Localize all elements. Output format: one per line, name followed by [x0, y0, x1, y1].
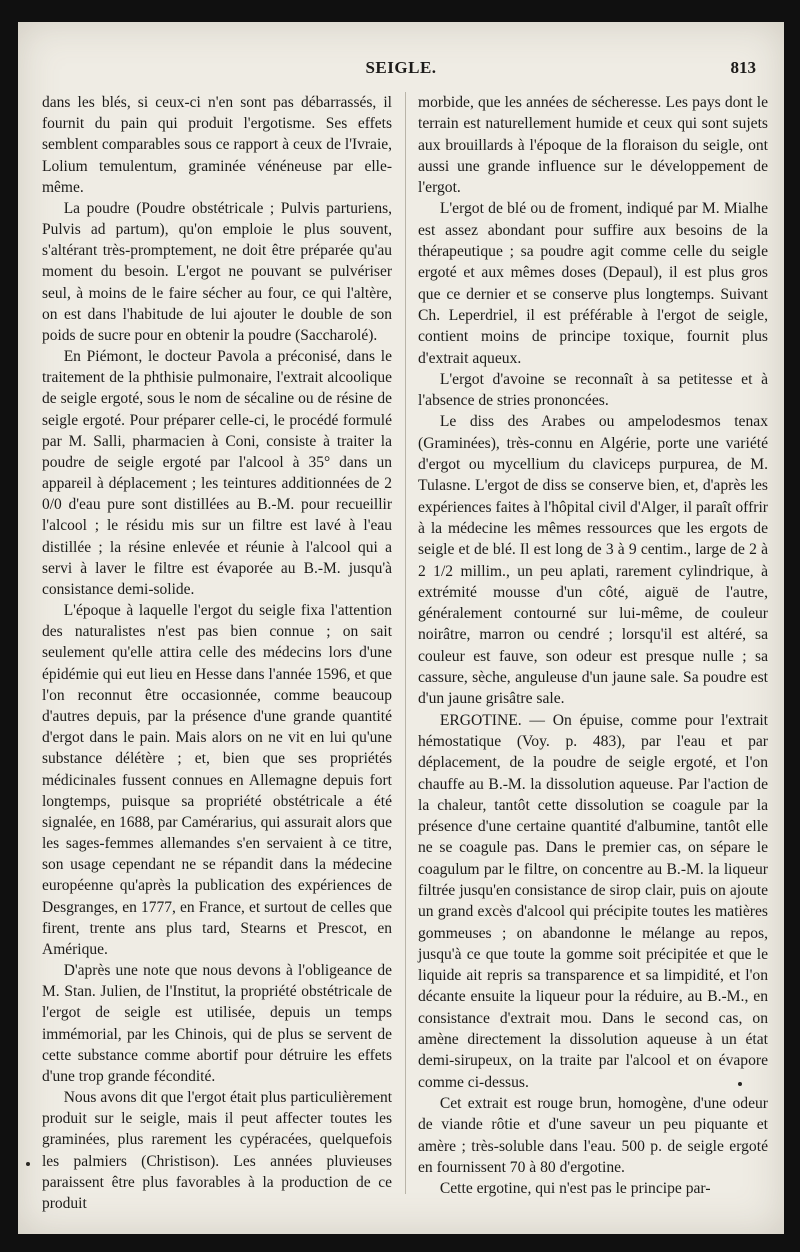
paragraph: La poudre (Poudre obstétricale ; Pulvis parturiens, Pulvis ad partum), qu'on emploie le plus souvent, s'altérant très-promptement, ne doit être préparée qu'au moment du besoin. L'ergot ne pouvant se pulvériser seul, à moins de le faire sécher au four, ce qui l'altère, on est dans l'habitude de lui ajouter le double de son poids de sucre pour en obtenir la poudre (Saccharolé).	[42, 199, 392, 344]
right-column	[418, 92, 768, 1214]
paragraph: Cette ergotine, qui n'est pas le principe par-	[439, 1180, 711, 1198]
paragraph: D'après une note que nous devons à l'obligeance de M. Stan. Julien, de l'Institut, la propriété obstétricale de l'ergot de seigle est utilisée, depuis un temps immémorial, par les Chinois, qui de plus se servent de cette substance comme abortif pour détruire les effets d'une trop grande fécondité.	[42, 962, 392, 1085]
page-number: 813	[730, 58, 756, 77]
running-title: SEIGLE.	[365, 58, 437, 77]
text-columns	[42, 92, 768, 1214]
paragraph: Nous avons dit que l'ergot était plus particulièrement produit sur le seigle, mais il peut affecter toutes les graminées, plus rarement les cypéracées, quelquefois les palmiers (Christison). Les années pluvieuses paraissent être plus favorables à la production de ce produit	[42, 1089, 392, 1212]
print-speck	[26, 1162, 30, 1166]
paragraph: L'ergot d'avoine se reconnaît à sa petitesse et à l'absence de stries prononcées.	[418, 370, 768, 410]
running-header	[40, 58, 762, 82]
left-column	[42, 92, 392, 1214]
paragraph: dans les blés, si ceux-ci n'en sont pas débarrassés, il fournit du pain qui produit l'ergotisme. Ses effets semblent comparables sous ce rapport à ceux de l'Ivraie, Lolium temulentum, graminée vénéneuse par elle-même.	[42, 94, 392, 196]
print-speck	[738, 1082, 742, 1086]
paragraph: L'époque à laquelle l'ergot du seigle fixa l'attention des naturalistes n'est pas bien connue ; on sait seulement qu'elle attira celle des médecins lors d'une épidémie qui eut lieu en Hesse dans l'année 1596, et que l'on reconnut être occasionnée, comme beaucoup d'autres depuis, par la présence d'une grande quantité d'ergot dans le pain. Mais alors on ne vit en lui qu'une substance délétère ; et, bien que ses propriétés médicinales fussent connues en Allemagne depuis fort longtemps, puisque sa propriété obstétricale a été signalée, en 1688, par Camérarius, qui assurait alors que les sages-femmes allemandes s'en servaient à ce titre, son usage cependant ne se répandit dans la médecine européenne qu'après la publication des expériences de Desgranges, en 1777, en France, et surtout de celles que firent, trente ans plus tard, Stearns et Prescot, en Amérique.	[42, 602, 392, 958]
paragraph: morbide, que les années de sécheresse. Les pays dont le terrain est naturellement humide et ceux qui sont sujets aux brouillards à l'époque de la floraison du seigle, ont aussi une grande influence sur le développement de l'ergot.	[418, 94, 768, 197]
paragraph: Cet extrait est rouge brun, homogène, d'une odeur de viande rôtie et d'une saveur un peu piquante et amère ; très-soluble dans l'eau. 500 p. de seigle ergoté en fournissent 70 à 80 d'ergotine.	[418, 1094, 768, 1176]
paragraph: Le diss des Arabes ou ampelodesmos tenax (Graminées), très-connu en Algérie, porte une variété d'ergot ou mycellium du claviceps purpurea, de M. Tulasne. L'ergot de diss se conserve bien, et, d'après les expériences faites à l'hôpital civil d'Alger, il paraît offrir à la médecine les mêmes ressources que les ergots de seigle et de blé. Il est long de 3 à 9 centim., large de 2 à 2 1/2 millim., un peu aplati, rarement cylindrique, à extrémité mousse d'un côté, aiguë de l'autre, généralement contourné sur lui-même, de couleur noirâtre, marron ou cendré ; lorsqu'il est altéré, sa couleur est fauve, son odeur est presque nulle ; sa cassure, sèche, anguleuse d'un jaune sale. Sa poudre est d'un jaune grisâtre sale.	[418, 413, 768, 708]
paragraph: En Piémont, le docteur Pavola a préconisé, dans le traitement de la phthisie pulmonaire, l'extrait alcoolique de seigle ergoté, sous le nom de sécaline ou de résine de seigle ergoté. Pour préparer celle-ci, le procédé formulé par M. Salli, pharmacien à Coni, consiste à traiter la poudre de seigle ergoté par l'alcool à 35° dans un appareil à déplacement ; les teintures additionnées de 2 0/0 d'eau pure sont distillées au B.-M. pour recueillir l'alcool ; le résidu mis sur un filtre est lavé à l'eau distillée ; la résine enlevée et réunie à l'alcool qui a servi à laver le filtre est évaporée au B.-M. jusqu'à consistance demi-solide.	[42, 348, 392, 598]
paragraph: L'ergot de blé ou de froment, indiqué par M. Mialhe est assez abondant pour suffire aux besoins de la thérapeutique ; sa poudre agit comme celle du seigle ergoté et aux mêmes doses (Depaul), il est plus gros que ce dernier et se conserve plus longtemps. Suivant Ch. Leperdriel, il est préférable à l'ergot de seigle, contient moins de principe toxique, fournit plus d'extrait aqueux.	[418, 200, 768, 367]
book-page	[18, 22, 784, 1234]
column-separator	[405, 92, 406, 1194]
paragraph: ERGOTINE. — On épuise, comme pour l'extrait hémostatique (Voy. p. 483), par l'eau et par déplacement, de la poudre de seigle ergoté, et l'on chauffe au B.-M. la dissolution aqueuse. Par l'action de la chaleur, tantôt cette dissolution se coagule par la présence d'une certaine quantité d'albumine, tantôt elle ne se coagule pas. Dans le premier cas, on sépare le coagulum par le filtre, on concentre au B.-M. la liqueur filtrée jusqu'en consistance de sirop clair, puis on ajoute un grand excès d'alcool qui précipite toutes les matières gommeuses ; on abandonne le mélange au repos, jusqu'à ce que toute la gomme soit précipitée et que le liquide ait repris sa transparence et sa limpidité, et l'on décante ensuite la liqueur pour la réduire, au B.-M., en consistance d'extrait mou. Dans le second cas, on amène directement la dissolution aqueuse à un état demi-sirupeux, on la traite par l'alcool et on évapore comme ci-dessus.	[418, 711, 768, 1091]
